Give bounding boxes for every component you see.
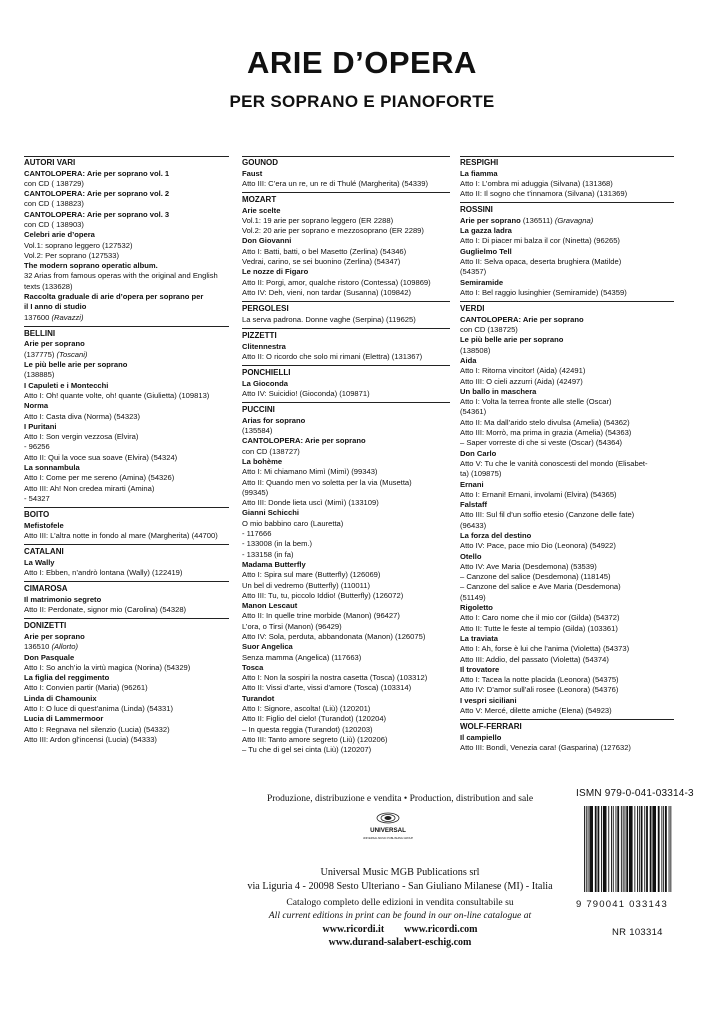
work-title: Il matrimonio segreto [24, 594, 102, 604]
aria-entry: L’ora, o Tirsi (Manon) (96429) [242, 621, 342, 631]
aria-entry: Atto I: Non la sospiri la nostra casetta (Tosca) (103312) [242, 673, 428, 683]
aria-entry: Atto III: C’era un re, un re di Thulé (Margherita) (54339) [242, 178, 428, 188]
aria-entry: Atto I: Ah, forse è lui che l’anima (Violetta) (54373) [460, 644, 630, 654]
work-title: Don Pasquale [24, 652, 75, 662]
aria-entry: (138508) [460, 345, 491, 355]
aria-entry: Atto IV: Pace, pace mio Dio (Leonora) (54922) [460, 541, 616, 551]
barcode-bar [663, 806, 664, 892]
composer-name: PIZZETTI [242, 331, 277, 341]
work-title: I Puritani [24, 421, 57, 431]
work-title: Mefistofele [24, 520, 64, 530]
composer-name: RESPIGHI [460, 158, 499, 167]
aria-entry: – Saper vorreste di che si veste (Oscar) (54364) [460, 438, 623, 448]
aria-entry: – Canzone del salice (Desdemona) (118145) [460, 572, 611, 582]
composer-section [242, 328, 450, 362]
composer-name: VERDI [460, 304, 485, 314]
work-title: La fiamma [460, 168, 498, 178]
aria-entry: Atto III: L’altra notte in fondo al mare (Margherita) (44700) [24, 531, 218, 540]
aria-entry: Atto IV: Sola, perduta, abbandonata (Manon) (126075) [242, 631, 426, 641]
aria-entry: Atto I: Regnava nel silenzio (Lucia) (54332) [24, 724, 170, 734]
aria-entry: Atto I: Di piacer mi balza il cor (Ninetta) (96265) [460, 236, 620, 246]
aria-entry: Atto I: Convien partir (Maria) (96261) [24, 683, 148, 693]
aria-entry: Atto I: Volta la terrea fronte alle stelle (Oscar) [460, 397, 612, 407]
barcode-bar [658, 806, 660, 892]
aria-entry: Atto I: Batti, batti, o bel Masetto (Zerlina) (54346) [242, 246, 407, 256]
logo-subtext: UNIVERSAL MUSIC PUBLISHING GROUP [362, 837, 414, 840]
aria-entry: Atto II: In quelle trine morbide (Manon) (96427) [242, 611, 400, 621]
composer-section [24, 507, 229, 541]
composer-section [24, 618, 229, 745]
barcode-bar [652, 806, 656, 892]
aria-entry: - 117666 [242, 529, 272, 539]
aria-entry: texts (133628) [24, 281, 73, 291]
website-link-ricordi-com[interactable]: www.ricordi.com [404, 924, 478, 935]
barcode [580, 804, 708, 896]
work-title: CANTOLOPERA: Arie per soprano vol. 3 [24, 209, 170, 219]
aria-entry: La serva padrona. Donne vaghe (Serpina) (119625) [242, 314, 416, 324]
composer-section [460, 202, 674, 298]
work-title: Arie per soprano (136511) (Gravagna) [460, 215, 594, 225]
aria-entry: Senza mamma (Angelica) (117663) [242, 652, 362, 662]
production-note: Produzione, distribuzione e vendita • Production, distribution and sale [266, 794, 534, 804]
work-title: Tosca [242, 662, 264, 672]
work-title: I vespri siciliani [460, 695, 517, 705]
barcode-bar [616, 806, 617, 892]
composer-name: DONIZETTI [24, 621, 67, 631]
aria-entry: Vol.2: 20 arie per soprano e mezzosoprano (ER 2289) [242, 226, 424, 236]
catalogue-english: All current editions in print can be found in our on-line catalogue at [268, 909, 532, 921]
work-title: La traviata [460, 633, 498, 643]
aria-entry: - 96256 [24, 442, 50, 452]
barcode-bar [588, 806, 589, 892]
aria-entry: – Tu che di gel sei cinta (Liù) (120207) [242, 745, 372, 755]
aria-entry: Atto II: Perdonate, signor mio (Carolina) (54328) [24, 605, 187, 615]
work-title: Madama Butterfly [242, 559, 306, 569]
barcode-bar [661, 806, 662, 892]
work-title: Aida [460, 355, 477, 365]
composer-section [460, 301, 674, 716]
aria-entry: Un bel di vedremo (Butterfly) (110011) [242, 580, 371, 590]
aria-entry: Atto I: Ernani! Ernani, involami (Elvira) (54365) [460, 489, 617, 499]
aria-entry: Atto III: Tu, tu, piccolo Iddio! (Butterfly) (126072) [242, 590, 404, 600]
barcode-bar [617, 806, 619, 892]
aria-entry: Atto III: Sul fil d’un soffio etesio (Canzone delle fate) [460, 510, 635, 520]
composer-name: PUCCINI [242, 405, 275, 415]
page-title: ARIE D’OPERA [247, 45, 477, 80]
barcode-bar [644, 806, 645, 892]
aria-entry: (138885) [24, 370, 55, 380]
aria-entry: Atto III: Morrò, ma prima in grazia (Amelia) (54363) [460, 428, 632, 438]
work-title: Guglielmo Tell [460, 246, 512, 256]
aria-entry: – Canzone del salice e Ave Maria (Desdemona) [460, 582, 621, 592]
work-title: Turandot [242, 693, 275, 703]
work-title: Raccolta graduale di arie d’opera per soprano per [24, 292, 204, 302]
catalog-column-1 [24, 156, 229, 745]
publisher-address: via Liguria 4 - 20098 Sesto Ulteriano - San Giuliano Milanese (MI) - Italia [247, 881, 553, 892]
work-title: Il trovatore [460, 664, 500, 674]
work-title: La Gioconda [242, 378, 288, 388]
work-title: Rigoletto [460, 603, 493, 613]
aria-entry: 137600 (Ravazzi) [24, 312, 84, 322]
work-title: Don Carlo [460, 448, 497, 458]
aria-entry: 136510 (Allorto) [24, 642, 79, 652]
aria-entry: – In questa reggia (Turandot) (120203) [242, 724, 373, 734]
work-title: I Capuleti e i Montecchi [24, 380, 109, 390]
aria-entry: (99345) [242, 487, 269, 497]
catalog-column-2 [242, 156, 450, 756]
aria-entry: Atto III: Addio, del passato (Violetta) (54374) [460, 654, 609, 664]
composer-section [242, 365, 450, 399]
work-title: Arie scelte [242, 205, 281, 215]
work-title: CANTOLOPERA: Arie per soprano [460, 314, 584, 324]
aria-entry: Vol.2: Per soprano (127533) [24, 250, 119, 260]
barcode-bar [589, 806, 593, 892]
aria-entry: Atto I: Casta diva (Norma) (54323) [24, 411, 141, 421]
composer-section [242, 301, 450, 325]
aria-entry: Atto I: Signore, ascolta! (Liù) (120201) [242, 704, 371, 714]
publisher-name: Universal Music MGB Publications srl [320, 867, 480, 878]
aria-entry: (96433) [460, 520, 487, 530]
aria-entry: Atto I: Son vergin vezzosa (Elvira) [24, 432, 139, 442]
composer-name: CATALANI [24, 547, 64, 557]
work-title: Arias for soprano [242, 415, 306, 425]
aria-entry: Atto IV: Deh, vieni, non tardar (Susanna) (109842) [242, 287, 411, 297]
work-title: La Wally [24, 557, 55, 567]
aria-entry: Atto III: Ah! Non credea mirarti (Amina) [24, 483, 155, 493]
aria-entry: con CD ( 138903) [24, 219, 84, 229]
barcode-bar [641, 806, 643, 892]
barcode-bar [639, 806, 640, 892]
composer-section [24, 544, 229, 578]
work-title: Faust [242, 168, 263, 178]
barcode-bar [626, 806, 628, 892]
barcode-bar [621, 806, 622, 892]
catalogue-italian: Catalogo completo delle edizioni in vendita consultabile su [286, 897, 514, 908]
barcode-bar [669, 806, 670, 892]
work-title: Le più belle arie per soprano [24, 360, 128, 370]
composer-name: MOZART [242, 195, 277, 205]
work-title: La bohème [242, 456, 283, 466]
work-title: Falstaff [460, 500, 488, 510]
barcode-bar [625, 806, 626, 892]
work-title: Lucia di Lammermoor [24, 714, 104, 724]
composer-name: BELLINI [24, 328, 56, 338]
ismn-code: ISMN 979-0-041-03314-3 [576, 788, 694, 799]
aria-entry: Vedrai, carino, se sei buonino (Zerlina) (54347) [242, 257, 401, 267]
aria-entry: Atto I: O luce di quest’anima (Linda) (54331) [24, 704, 174, 714]
aria-entry: - 133158 (in fa) [242, 549, 294, 559]
aria-entry: con CD ( 138823) [24, 199, 84, 209]
work-title: CANTOLOPERA: Arie per soprano vol. 1 [24, 168, 170, 178]
composer-name: BOITO [24, 510, 50, 520]
work-title: Otello [460, 551, 482, 561]
work-title: Le nozze di Figaro [242, 267, 309, 277]
composer-section [242, 157, 450, 189]
aria-entry: Atto II: Quando men vo soletta per la via (Musetta) [242, 477, 412, 487]
composer-name: PONCHIELLI [242, 368, 291, 378]
barcode-bar [629, 806, 633, 892]
aria-entry: Atto III: Donde lieta uscì (Mimì) (133109) [242, 498, 379, 508]
aria-entry: Atto II: Figlio del cielo! (Turandot) (120204) [242, 714, 387, 724]
aria-entry: ta) (109875) [460, 469, 502, 479]
work-title: La sonnambula [24, 463, 80, 473]
aria-entry: Atto II: Porgi, amor, qualche ristoro (Contessa) (109869) [242, 277, 431, 287]
composer-section [24, 326, 229, 504]
aria-entry: Atto II: Selva opaca, deserta brughiera (Matilde) [460, 257, 622, 267]
composer-name: WOLF-FERRARI [460, 722, 522, 732]
barcode-bar [586, 806, 587, 892]
aria-entry: Atto II: Ma dall’arido stelo divulsa (Amelia) (54362) [460, 417, 630, 427]
work-title: Norma [24, 401, 49, 411]
composer-section [242, 192, 450, 298]
website-links [230, 923, 570, 949]
barcode-bar [601, 806, 602, 892]
aria-entry: Atto I: Oh! quante volte, oh! quante (Giulietta) (109813) [24, 390, 210, 400]
work-title: The modern soprano operatic album. [24, 261, 158, 271]
work-title: La figlia del reggimento [24, 673, 110, 683]
barcode-bar [611, 806, 612, 892]
aria-entry: con CD ( 138729) [24, 178, 84, 188]
work-title: Le più belle arie per soprano [460, 335, 564, 345]
work-title: Semiramide [460, 277, 504, 287]
work-title: CANTOLOPERA: Arie per soprano vol. 2 [24, 189, 170, 199]
aria-entry: Atto I: Caro nome che il mio cor (Gilda) (54372) [460, 613, 620, 623]
barcode-bar [613, 806, 614, 892]
catalog-number: NR 103314 [612, 927, 663, 938]
aria-entry: (51149) [460, 592, 486, 602]
aria-entry: Atto II: Il sogno che t’innamora (Silvana) (131369) [460, 189, 628, 199]
aria-entry: Atto III: Ardon gl’incensi (Lucia) (54333) [24, 734, 157, 744]
barcode-bar [665, 806, 667, 892]
barcode-bar [646, 806, 648, 892]
aria-entry: Atto I: Mi chiamano Mimì (Mimì) (99343) [242, 467, 378, 477]
aria-entry: Atto V: Tu che le vanità conoscesti del mondo (Elisabet- [460, 458, 648, 468]
barcode-bar [634, 806, 635, 892]
work-title: CANTOLOPERA: Arie per soprano [242, 436, 366, 446]
barcode-bar [608, 806, 609, 892]
aria-entry: Atto I: Ritorna vincitor! (Aida) (42491) [460, 366, 586, 376]
universal-logo [358, 808, 418, 848]
aria-entry: (135584) [242, 426, 273, 436]
aria-entry: con CD (138727) [242, 446, 300, 456]
work-title: Celebri arie d’opera [24, 230, 95, 240]
work-title: La gazza ladra [460, 226, 512, 236]
composer-name: GOUNOD [242, 158, 278, 167]
composer-name: AUTORI VARI [24, 158, 76, 167]
aria-entry: (54357) [460, 267, 487, 277]
publisher-block [230, 866, 570, 894]
aria-entry: Atto I: Come per me sereno (Amina) (54326) [24, 473, 175, 483]
aria-entry: Atto I: So anch’io la virtù magica (Norina) (54329) [24, 662, 191, 672]
aria-entry: 32 Arias from famous operas with the original and English [24, 271, 218, 281]
work-title: Suor Angelica [242, 642, 293, 652]
aria-entry: Atto III: Bondì, Venezia cara! (Gasparina) (127632) [460, 743, 631, 753]
website-link-durand[interactable]: www.durand-salabert-eschig.com [328, 937, 472, 948]
composer-name: ROSSINI [460, 205, 493, 215]
composer-section [242, 402, 450, 755]
composer-section [24, 157, 229, 323]
work-title: Linda di Chamounix [24, 693, 97, 703]
work-title: La forza del destino [460, 531, 532, 540]
work-title: Un ballo in maschera [460, 386, 537, 396]
composer-section [460, 719, 674, 753]
website-link-ricordi-it[interactable]: www.ricordi.it [322, 924, 385, 935]
aria-entry: Atto I: L’ombra mi aduggia (Silvana) (131368) [460, 178, 613, 188]
work-title: Arie per soprano [24, 339, 85, 349]
barcode-bar [603, 806, 607, 892]
barcode-bar [598, 806, 600, 892]
work-title: Ernani [460, 479, 484, 489]
aria-entry: con CD (138725) [460, 325, 518, 335]
aria-entry: Atto II: O ricordo che solo mi rimani (Elettra) (131367) [242, 351, 423, 361]
aria-entry: Atto III: O cieli azzurri (Aida) (42497) [460, 376, 583, 386]
barcode-bar [595, 806, 597, 892]
catalogue-note [230, 897, 570, 922]
barcode-bar [670, 806, 671, 892]
aria-entry: Atto IV: Ave Maria (Desdemona) (53539) [460, 561, 597, 571]
aria-entry: Atto I: Ebben, n’andrò lontana (Wally) (122419) [24, 568, 183, 578]
aria-entry: Atto I: Bel raggio lusinghier (Semiramide) (54359) [460, 287, 627, 297]
barcode-bar [623, 806, 624, 892]
barcode-bar [650, 806, 652, 892]
aria-entry: Atto V: Mercé, dilette amiche (Elena) (54923) [460, 706, 612, 716]
aria-entry: Atto I: Tacea la notte placida (Leonora) (54375) [460, 675, 619, 685]
work-title: Il campiello [460, 732, 502, 742]
work-title: Manon Lescaut [242, 601, 298, 611]
work-title: Don Giovanni [242, 236, 292, 246]
aria-entry: Atto IV: Suicidio! (Gioconda) (109871) [242, 388, 370, 398]
aria-entry: Atto II: Vissi d’arte, vissi d’amore (Tosca) (103314) [242, 683, 412, 693]
aria-entry: Atto III: Tanto amore segreto (Liù) (120206) [242, 734, 388, 744]
barcode-bar [637, 806, 638, 892]
aria-entry: - 54327 [24, 493, 50, 503]
work-title: Clitennestra [242, 341, 286, 351]
catalog-column-3 [460, 156, 674, 753]
barcode-bar [584, 806, 585, 892]
composer-name: CIMAROSA [24, 584, 68, 594]
composer-section [460, 157, 674, 199]
aria-entry: Vol.1: soprano leggero (127532) [24, 240, 133, 250]
aria-entry: Vol.1: 19 arie per soprano leggero (ER 2288) [242, 215, 394, 225]
aria-entry: - 133008 (in la bem.) [242, 539, 313, 549]
page-subtitle: PER SOPRANO E PIANOFORTE [229, 92, 495, 111]
work-title: Arie per soprano [24, 631, 85, 641]
aria-entry: O mio babbino caro (Lauretta) [242, 518, 344, 528]
logo-wordmark: UNIVERSAL [370, 827, 406, 834]
aria-entry: Atto II: Qui la voce sua soave (Elvira) (54324) [24, 452, 178, 462]
work-title: il I anno di studio [24, 302, 87, 312]
aria-entry: Atto II: Tutte le feste al tempio (Gilda) (103361) [460, 623, 618, 633]
aria-entry: (137775) (Toscani) [24, 349, 88, 359]
composer-name: PERGOLESI [242, 304, 289, 314]
work-title: Gianni Schicchi [242, 508, 299, 518]
aria-entry: (54361) [460, 407, 487, 417]
barcode-number: 9 790041 033143 [576, 899, 668, 910]
composer-section [24, 581, 229, 615]
aria-entry: Atto IV: D’amor sull’ali rosee (Leonora) (54376) [460, 685, 619, 695]
aria-entry: Atto I: Spira sul mare (Butterfly) (126069) [242, 570, 381, 580]
